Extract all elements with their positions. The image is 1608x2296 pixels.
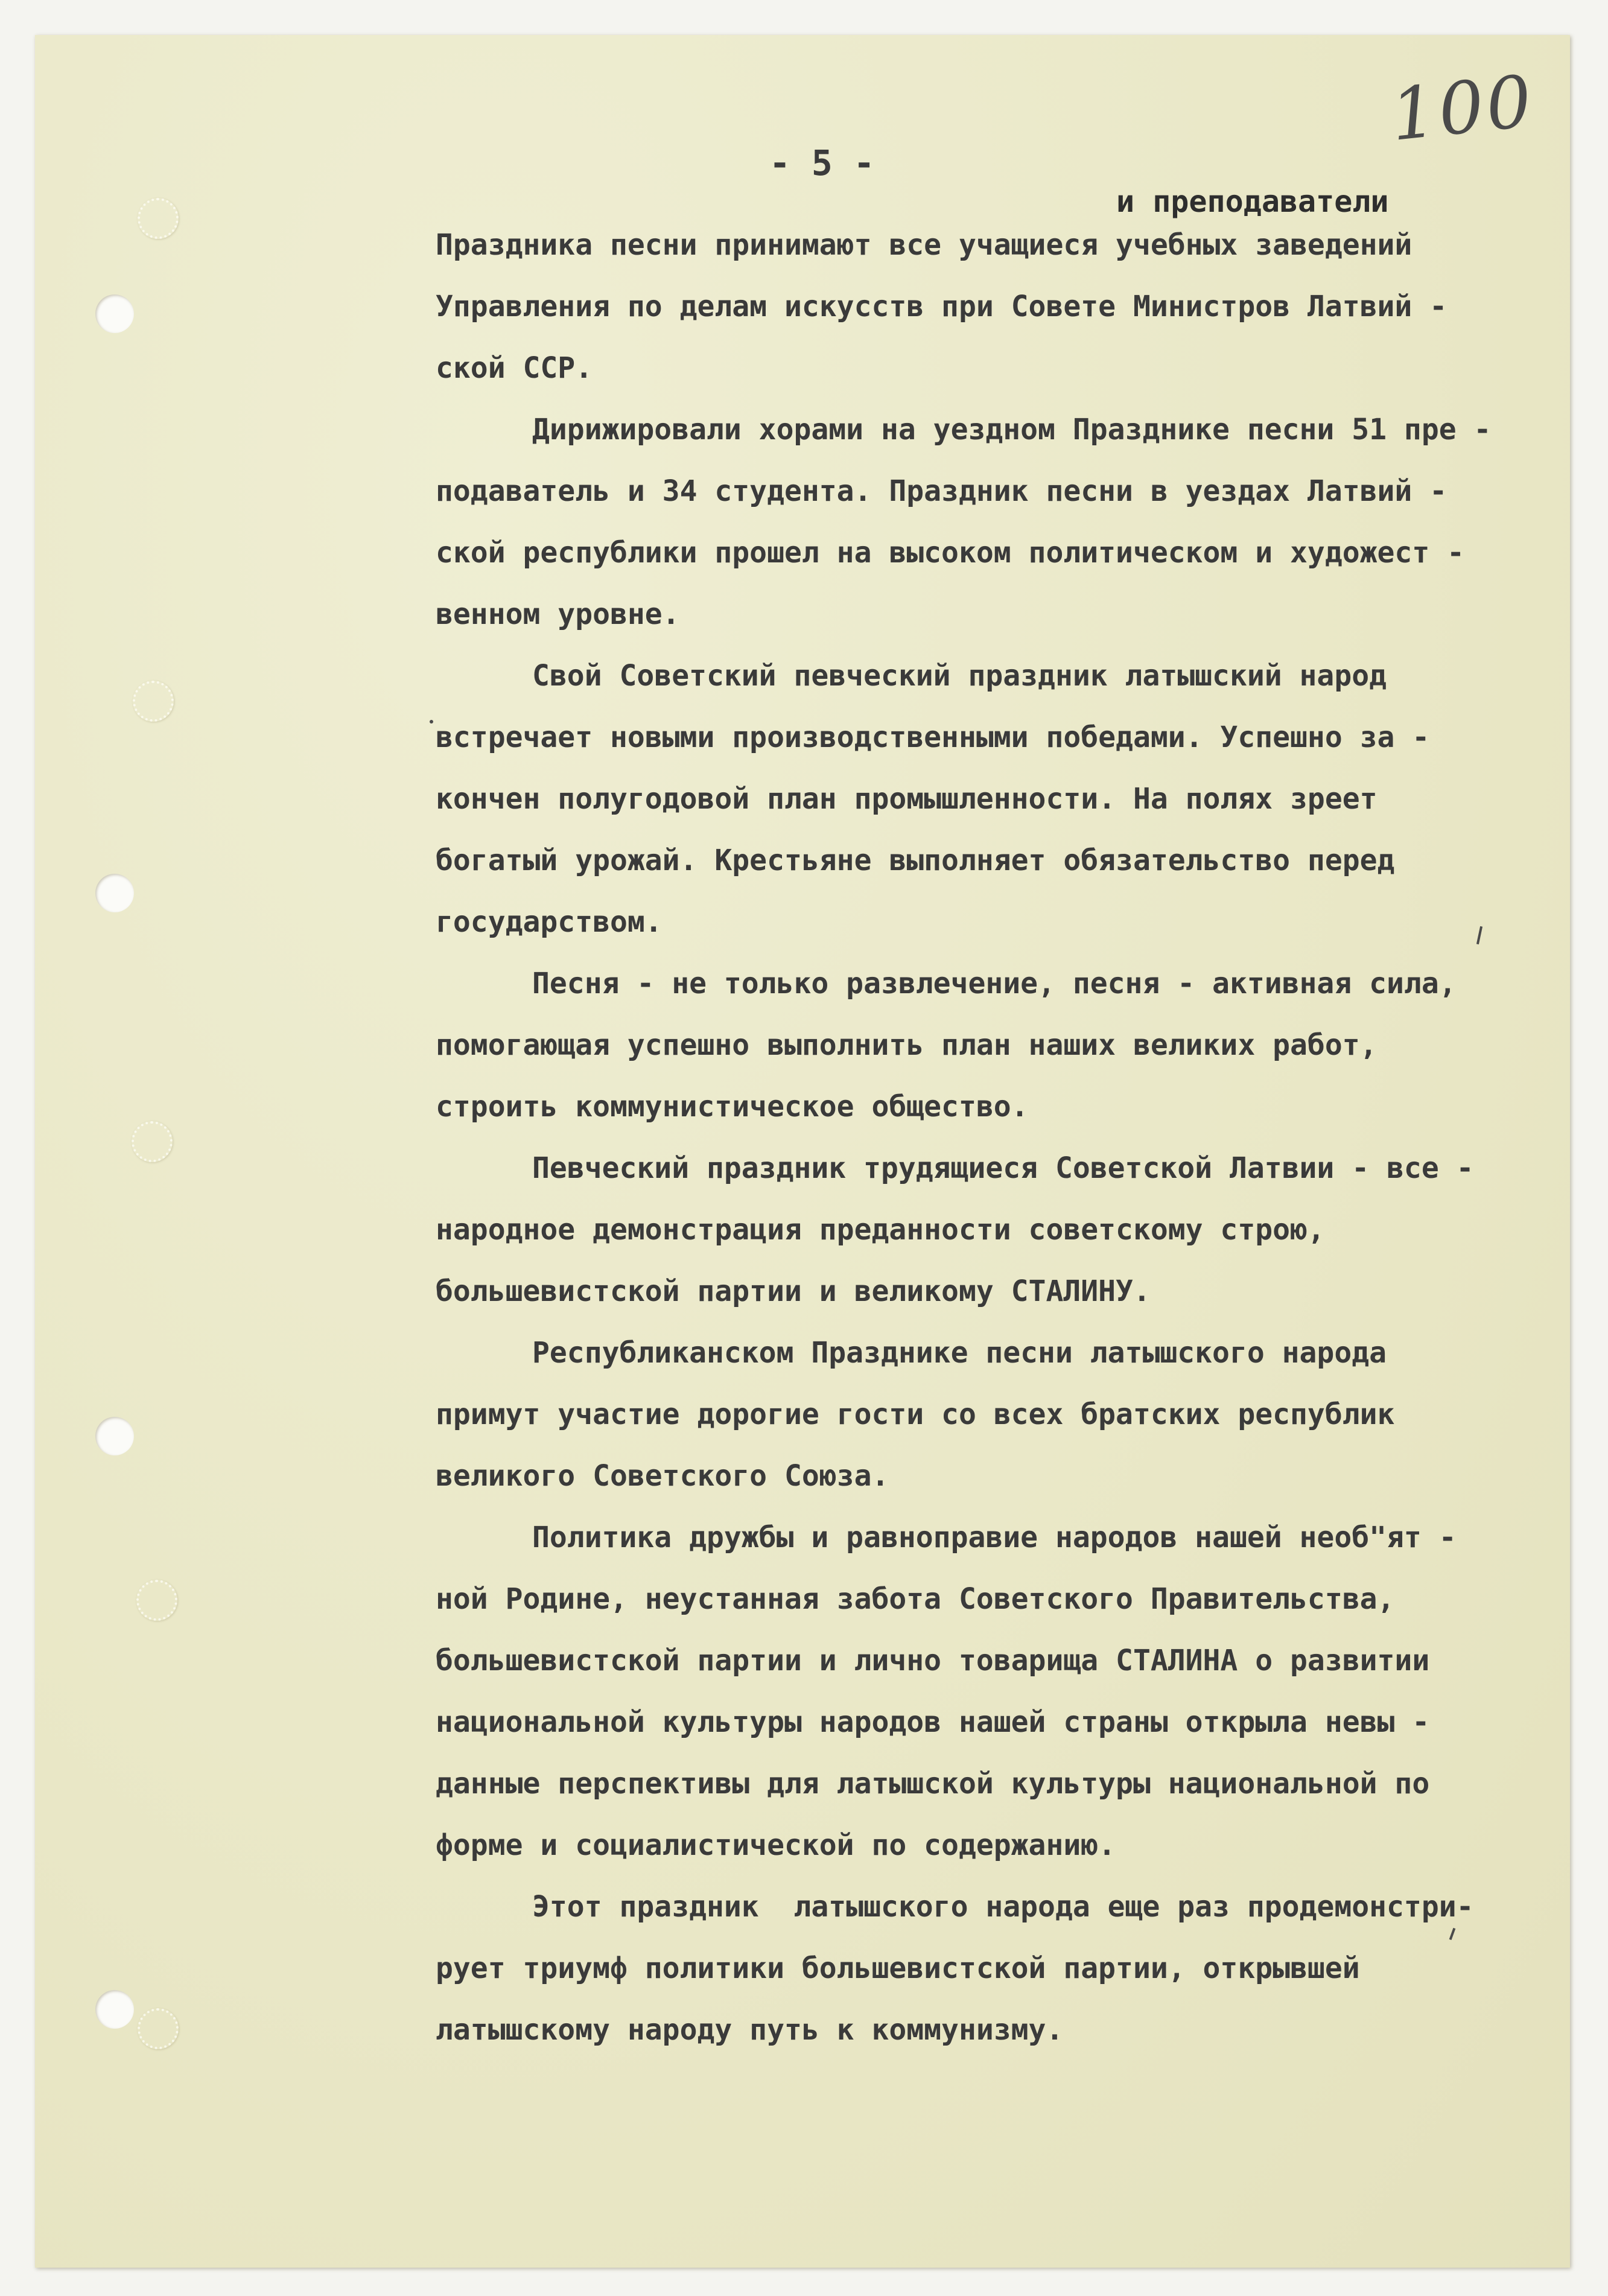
text-line: народное демонстрация преданности советскому строю, — [436, 1213, 1325, 1247]
punch-hole — [95, 294, 134, 333]
embossed-mark — [133, 681, 174, 722]
text-line: Свой Советский певческий праздник латышский народ — [532, 659, 1387, 693]
text-line: Политика дружбы и равноправие народов нашей необ"ят - — [532, 1521, 1457, 1554]
text-line: ной Родине, неустанная забота Советского Правительства, — [436, 1582, 1395, 1616]
text-line: ской республики прошел на высоком политическом и художест - — [436, 536, 1465, 570]
text-line: Управления по делам искусств при Совете Министров Латвий - — [436, 290, 1448, 323]
text-line: Этот праздник латышского народа еще раз продемонстри- — [532, 1890, 1474, 1924]
text-line: латышскому народу путь к коммунизму. — [436, 2013, 1064, 2047]
punch-hole — [95, 1417, 134, 1455]
text-line: национальной культуры народов нашей страны открыла невы - — [436, 1705, 1430, 1739]
text-line: великого Советского Союза. — [436, 1459, 889, 1493]
text-line: ской ССР. — [436, 351, 593, 385]
text-line: данные перспективы для латышской культуры национальной по — [436, 1767, 1430, 1801]
document-body — [436, 214, 1534, 2061]
text-line: Республиканском Празднике песни латышского народа — [532, 1336, 1387, 1370]
text-line: Певческий праздник трудящиеся Советской Латвии - все - — [532, 1151, 1474, 1185]
text-line: кончен полугодовой план промышленности. На полях зреет — [436, 782, 1378, 816]
handwritten-folio-number: 100 — [1387, 59, 1538, 157]
punch-hole — [95, 1990, 134, 2029]
text-line: государством. — [436, 905, 663, 939]
typed-insertion: и преподаватели — [1116, 184, 1389, 219]
text-line: Дирижировали хорами на уездном Празднике песни 51 пре - — [532, 413, 1492, 447]
embossed-mark — [138, 198, 179, 239]
embossed-mark — [132, 1121, 173, 1162]
page-number: - 5 - — [769, 142, 875, 183]
text-line: рует триумф политики большевистской партии, открывшей — [436, 1951, 1360, 1985]
text-line: Праздника песни принимают все учащиеся учебных заведений — [436, 228, 1413, 262]
pencil-mark — [430, 720, 433, 723]
text-line: примут участие дорогие гости со всех братских республик — [436, 1398, 1395, 1431]
embossed-mark — [136, 1580, 177, 1621]
text-line: венном уровне. — [436, 597, 680, 631]
text-line: Песня - не только развлечение, песня - активная сила, — [532, 967, 1457, 1000]
punch-hole — [95, 874, 134, 912]
text-line: большевистской партии и лично товарища СТАЛИНА о развитии — [436, 1644, 1430, 1677]
text-line: помогающая успешно выполнить план наших великих работ, — [436, 1028, 1378, 1062]
text-line: встречает новыми производственными победами. Успешно за - — [436, 720, 1430, 754]
text-line: большевистской партии и великому СТАЛИНУ. — [436, 1274, 1151, 1308]
text-line: строить коммунистическое общество. — [436, 1090, 1029, 1124]
text-line: форме и социалистической по содержанию. — [436, 1828, 1116, 1862]
text-line: богатый урожай. Крестьяне выполняет обязательство перед — [436, 844, 1395, 877]
embossed-mark — [138, 2008, 179, 2049]
text-line: подаватель и 34 студента. Праздник песни в уездах Латвий - — [436, 474, 1448, 508]
